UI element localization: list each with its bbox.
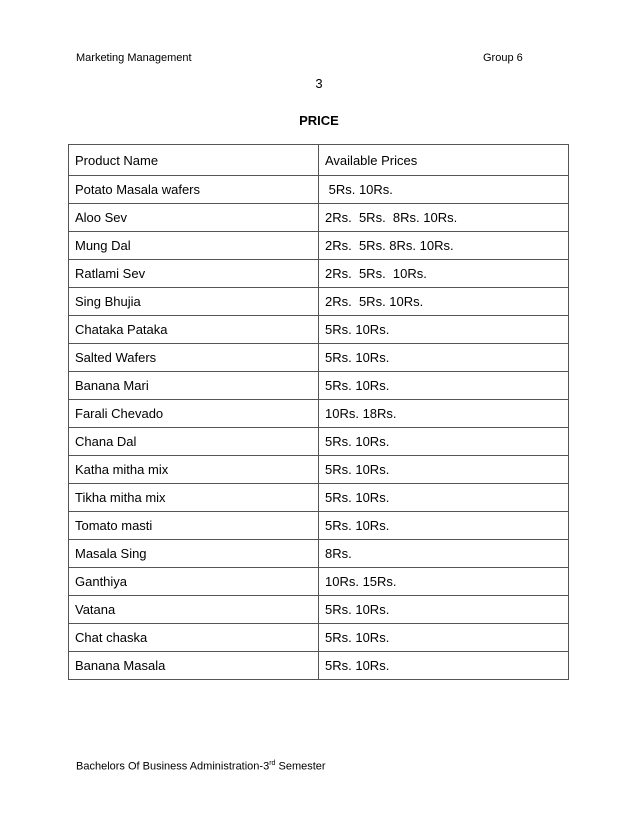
available-prices-cell: 5Rs. 10Rs. [319,624,569,652]
table-row [69,204,569,232]
table-body [69,176,569,680]
product-name-cell: Masala Sing [69,540,319,568]
available-prices-cell: 8Rs. [319,540,569,568]
available-prices-cell: 5Rs. 10Rs. [319,372,569,400]
table-row [69,428,569,456]
table-header-row [69,145,569,176]
section-title: PRICE [299,113,339,128]
product-name-cell: Banana Masala [69,652,319,680]
product-name-cell: Ratlami Sev [69,260,319,288]
available-prices-cell: 5Rs. 10Rs. [319,596,569,624]
footer-suffix: Semester [275,760,326,773]
product-name-cell: Tikha mitha mix [69,484,319,512]
available-prices-cell: 2Rs. 5Rs. 8Rs. 10Rs. [319,204,569,232]
available-prices-cell: 5Rs. 10Rs. [319,484,569,512]
available-prices-cell: 5Rs. 10Rs. [319,344,569,372]
product-name-cell: Katha mitha mix [69,456,319,484]
running-header-title: Marketing Management [76,52,192,64]
available-prices-cell: 5Rs. 10Rs. [319,456,569,484]
product-name-cell: Banana Mari [69,372,319,400]
table-row [69,176,569,204]
table-row [69,512,569,540]
table-row [69,232,569,260]
product-name-cell: Chataka Pataka [69,316,319,344]
available-prices-cell: 2Rs. 5Rs. 10Rs. [319,288,569,316]
product-name-cell: Sing Bhujia [69,288,319,316]
available-prices-cell: 2Rs. 5Rs. 10Rs. [319,260,569,288]
available-prices-cell: 10Rs. 18Rs. [319,400,569,428]
available-prices-cell: 5Rs. 10Rs. [319,176,569,204]
product-name-cell: Chat chaska [69,624,319,652]
table-row [69,456,569,484]
table-row [69,372,569,400]
product-name-cell: Mung Dal [69,232,319,260]
product-name-cell: Tomato masti [69,512,319,540]
product-name-cell: Vatana [69,596,319,624]
available-prices-cell: 10Rs. 15Rs. [319,568,569,596]
table-row [69,316,569,344]
product-name-cell: Aloo Sev [69,204,319,232]
table-row [69,344,569,372]
column-header-available-prices: Available Prices [319,145,569,176]
table-row [69,540,569,568]
page-number: 3 [315,76,323,91]
product-name-cell: Ganthiya [69,568,319,596]
available-prices-cell: 5Rs. 10Rs. [319,428,569,456]
page-footer [76,760,326,773]
footer-text: Bachelors Of Business Administration-3 [76,760,270,773]
table-row [69,400,569,428]
available-prices-cell: 5Rs. 10Rs. [319,316,569,344]
column-header-product-name: Product Name [69,145,319,176]
product-name-cell: Chana Dal [69,428,319,456]
table-row [69,624,569,652]
product-name-cell: Salted Wafers [69,344,319,372]
available-prices-cell: 5Rs. 10Rs. [319,652,569,680]
footer-superscript: rd [269,760,276,767]
table-row [69,260,569,288]
running-header-group: Group 6 [483,52,523,64]
table-row [69,484,569,512]
table-row [69,288,569,316]
available-prices-cell: 2Rs. 5Rs. 8Rs. 10Rs. [319,232,569,260]
product-name-cell: Farali Chevado [69,400,319,428]
available-prices-cell: 5Rs. 10Rs. [319,512,569,540]
table-row [69,596,569,624]
table-row [69,652,569,680]
product-name-cell: Potato Masala wafers [69,176,319,204]
table-row [69,568,569,596]
price-table [68,144,569,680]
